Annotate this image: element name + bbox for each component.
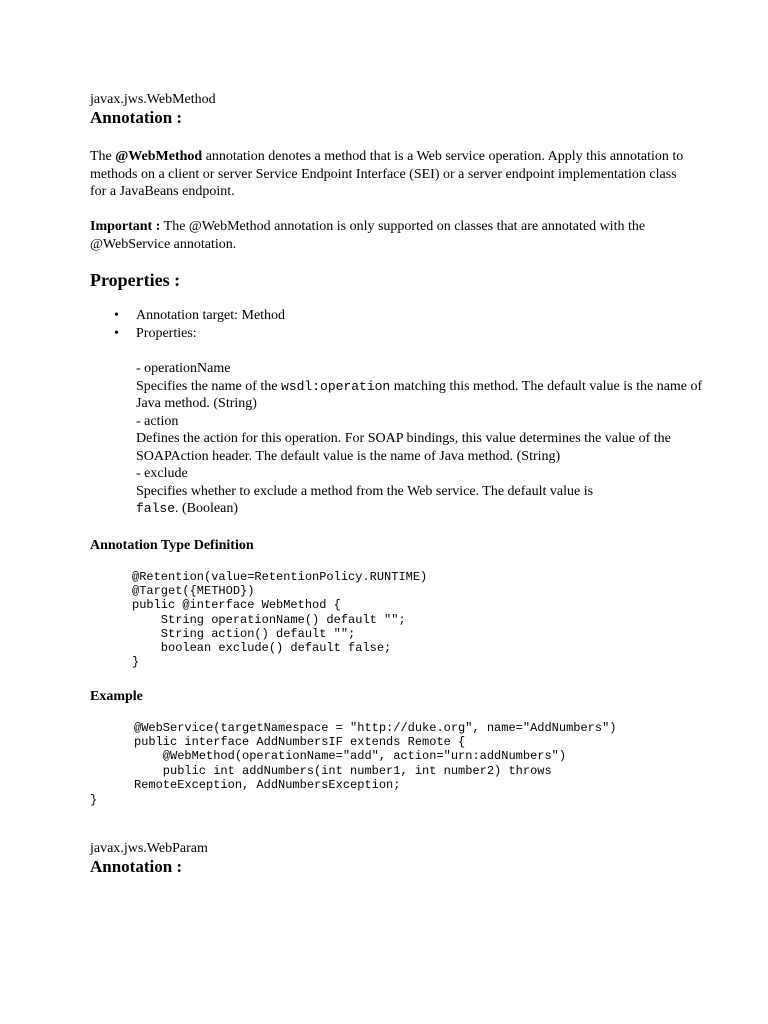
code-line: RemoteException, AddNumbersException; (134, 777, 401, 792)
code-line: String operationName() default ""; (132, 612, 406, 627)
class-name-webparam: javax.jws.WebParam (90, 841, 208, 856)
prop-exclude-desc: Specifies whether to exclude a method from the Web service. The default value is false. (Boolean) (136, 483, 594, 516)
important-label: Important : (90, 219, 161, 234)
prop-exclude-name: - exclude (136, 466, 188, 481)
desc-rest: annotation denotes a method that is a Web service operation. Apply this annotation to methods on a client or server Service Endpoint Interface (SEI) or a server endpoint implementation class for a JavaBeans endpoint. (90, 149, 684, 199)
webmethod-description (90, 148, 690, 201)
code-line: @Retention(value=RetentionPolicy.RUNTIME) (132, 570, 428, 584)
code-line: public @interface WebMethod { (132, 598, 341, 613)
bullet-properties: Properties: (136, 326, 197, 341)
desc-bold: @WebMethod (115, 149, 203, 164)
bullet-marker: • (114, 308, 119, 323)
code-line: public int addNumbers(int number1, int number2) throws (134, 763, 552, 778)
class-name-webmethod: javax.jws.WebMethod (90, 92, 216, 107)
code-line: @WebMethod(operationName="add", action="urn:addNumbers") (134, 749, 567, 764)
prop-operationname-desc: Specifies the name of the wsdl:operation matching this method. The default value is the name of Java method. (String) (136, 378, 703, 411)
prop-action-name: - action (136, 413, 179, 429)
code-wsdl-operation: wsdl:operation (281, 378, 391, 394)
type-definition-code (132, 570, 427, 669)
important-note (90, 218, 690, 253)
bullet-annotation-target: Annotation target: Method (136, 308, 286, 323)
annotation-heading: Annotation : (90, 108, 183, 127)
type-definition-heading: Annotation Type Definition (90, 538, 254, 553)
annotation-heading-2: Annotation : (90, 857, 183, 876)
example-code (134, 721, 616, 792)
code-line: boolean exclude() default false; (132, 641, 392, 656)
properties-list (136, 360, 706, 518)
example-closing-brace: } (90, 793, 98, 807)
important-text: The @WebMethod annotation is only supported on classes that are annotated with the @WebService annotation. (90, 219, 646, 252)
prop-operationname-name: - operationName (136, 361, 231, 376)
code-line: String action() default ""; (132, 626, 356, 641)
code-line: public interface AddNumbersIF extends Remote { (134, 735, 466, 750)
prop-action-desc: Defines the action for this operation. For SOAP bindings, this value determines the value of the SOAPAction header. The default value is the name of Java method. (String) (136, 431, 671, 464)
code-line: @Target({METHOD}) (132, 584, 255, 599)
code-line: @WebService(targetNamespace = "http://duke.org", name="AddNumbers") (134, 721, 617, 735)
bullet-marker: • (114, 326, 119, 341)
properties-heading: Properties : (90, 270, 181, 290)
example-heading: Example (90, 689, 143, 704)
code-line: } (132, 655, 140, 670)
desc-pre: The (90, 149, 116, 164)
code-false: false (136, 501, 176, 516)
